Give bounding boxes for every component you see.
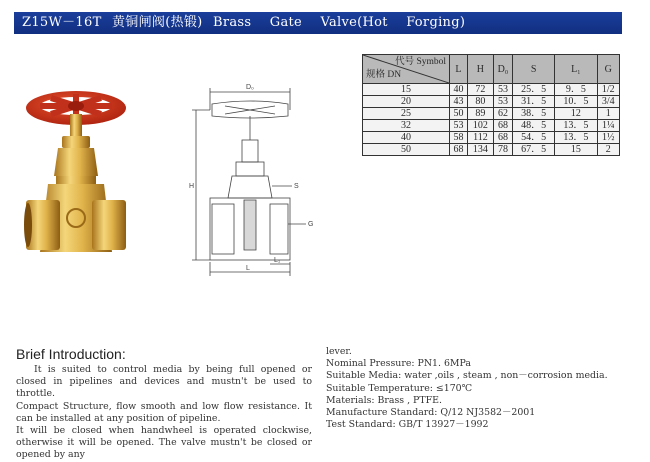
table-row: [363, 96, 620, 108]
product-name-en: Brass Gate Valve(Hot Forging): [212, 15, 466, 30]
table-cell: 38．5: [512, 108, 554, 120]
table-cell: 43: [450, 96, 468, 108]
corner-symbol: 代号 Symbol: [395, 57, 446, 67]
table-cell: 89: [467, 108, 493, 120]
valve-photo: [18, 80, 138, 290]
table-cell: 53: [450, 120, 468, 132]
table-cell: 48．5: [512, 120, 554, 132]
label-d0: D₀: [246, 84, 254, 91]
dn-cell: 40: [363, 132, 450, 144]
table-cell: 50: [450, 108, 468, 120]
table-cell: 25．5: [512, 84, 554, 96]
table-cell: 1: [597, 108, 619, 120]
table-cell: 78: [493, 144, 512, 156]
table-cell: 40: [450, 84, 468, 96]
table-cell: 9．5: [555, 84, 597, 96]
dn-cell: 25: [363, 108, 450, 120]
label-s: S: [294, 183, 299, 190]
table-cell: 15: [555, 144, 597, 156]
col-header: L: [450, 55, 468, 84]
dn-cell: 15: [363, 84, 450, 96]
table-row: [363, 120, 620, 132]
nominal-pressure: Nominal Pressure: PN1. 6MPa: [326, 358, 471, 370]
table-cell: 68: [493, 132, 512, 144]
table-cell: 72: [467, 84, 493, 96]
col-header: S: [512, 55, 554, 84]
spec-table: [362, 54, 620, 156]
dn-cell: 32: [363, 120, 450, 132]
spec-header-row: [363, 55, 620, 84]
dn-cell: 50: [363, 144, 450, 156]
table-row: [363, 132, 620, 144]
table-cell: 62: [493, 108, 512, 120]
table-cell: 68: [493, 120, 512, 132]
table-cell: 80: [467, 96, 493, 108]
intro-paragraph: Compact Structure, flow smooth and low flow resistance. It can be installed at any position of pipeline.: [16, 400, 312, 424]
table-cell: 67．5: [512, 144, 554, 156]
table-cell: 53: [493, 96, 512, 108]
table-cell: 1¼: [597, 120, 619, 132]
title-bar: [14, 12, 622, 34]
col-header: D₀: [493, 55, 512, 84]
product-name-cn: 黄铜闸阀(热锻): [112, 15, 203, 30]
table-cell: 3/4: [597, 96, 619, 108]
label-g: G: [308, 221, 314, 228]
manufacture-standard: Manufacture Standard: Q/12 NJ3582－2001: [326, 407, 536, 419]
intro-paragraph: It will be closed when handwheel is operated clockwise, otherwise it will be opened. The valve mustn't be closed or opened by any: [16, 425, 312, 461]
col-header: G: [597, 55, 619, 84]
suitable-media: Suitable Media: water ,oils , steam , non－corrosion media.: [326, 370, 608, 382]
table-cell: 53: [493, 84, 512, 96]
valve-dimension-drawing: [180, 70, 330, 280]
materials: Materials: Brass , PTFE.: [326, 394, 442, 406]
intro-heading: Brief Introduction:: [16, 346, 126, 362]
label-l: L: [246, 265, 250, 272]
table-cell: 112: [467, 132, 493, 144]
dn-cell: 20: [363, 96, 450, 108]
label-l1: L₁: [274, 257, 281, 264]
table-cell: 68: [450, 144, 468, 156]
table-cell: 31．5: [512, 96, 554, 108]
product-model: Z15W－16T: [22, 15, 102, 30]
table-cell: 54．5: [512, 132, 554, 144]
intro-specs: [326, 346, 626, 431]
table-cell: 10．5: [555, 96, 597, 108]
test-standard: Test Standard: GB/T 13927－1992: [326, 419, 489, 431]
table-row: [363, 84, 620, 96]
table-cell: 2: [597, 144, 619, 156]
table-cell: 1/2: [597, 84, 619, 96]
table-row: [363, 144, 620, 156]
col-header: H: [467, 55, 493, 84]
table-cell: 12: [555, 108, 597, 120]
spec-corner-cell: [363, 55, 450, 84]
suitable-temperature: Suitable Temperature: ≤170℃: [326, 382, 473, 394]
table-cell: 13．5: [555, 120, 597, 132]
table-cell: 13．5: [555, 132, 597, 144]
intro-description: [16, 364, 312, 462]
table-row: [363, 108, 620, 120]
intro-paragraph: It is suited to control media by being full opened or closed in pipelines and devices and mustn't be used to throttle.: [16, 364, 312, 400]
table-cell: 102: [467, 120, 493, 132]
table-cell: 134: [467, 144, 493, 156]
label-h: H: [189, 183, 195, 190]
intro-line: lever.: [326, 346, 352, 357]
col-header: L₁: [555, 55, 597, 84]
table-cell: 1½: [597, 132, 619, 144]
corner-dn: 规格 DN: [366, 70, 402, 80]
table-cell: 58: [450, 132, 468, 144]
